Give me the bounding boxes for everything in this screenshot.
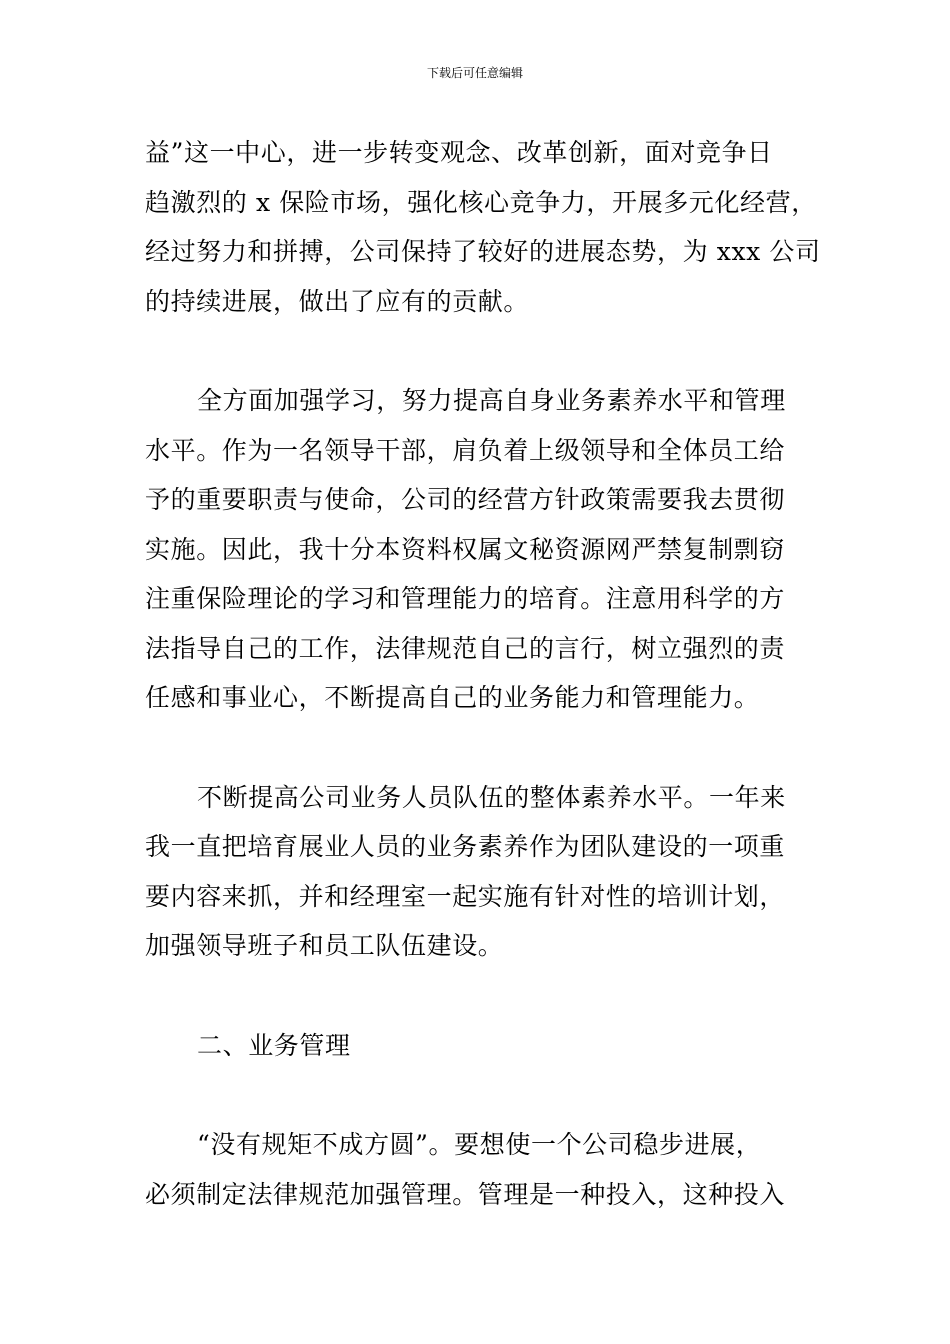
text-line: 法指导自己的工作，法律规范自己的言行，树立强烈的责 xyxy=(145,633,786,663)
text-line: 全方面加强学习，努力提高自身业务素养水平和管理 xyxy=(197,386,786,415)
section-heading xyxy=(145,1021,810,1071)
text-line: 益”这一中心，进一步转变观念、改革创新，面对竞争日 xyxy=(145,138,773,167)
text-line: 经过努力和拼搏，公司保持了较好的进展态势，为 xxx 公司 xyxy=(145,237,821,266)
text-line: 加强领导班子和员工队伍建设。 xyxy=(145,931,504,960)
paragraph-learning xyxy=(145,376,810,723)
text-line: “没有规矩不成方圆”。要想使一个公司稳步进展， xyxy=(197,1130,762,1159)
paragraph-team xyxy=(145,773,810,971)
document-body xyxy=(145,128,821,1219)
paragraph-management xyxy=(145,1120,810,1219)
text-line: 要内容来抓，并和经理室一起实施有针对性的培训计划， xyxy=(145,881,786,911)
text-line: 的持续进展，做出了应有的贡献。 xyxy=(145,286,530,316)
text-line: 不断提高公司业务人员队伍的整体素养水平。一年来 xyxy=(197,782,786,812)
text-line: 水平。作为一名领导干部，肩负着上级领导和全体员工给 xyxy=(145,435,786,465)
text-line: 注重保险理论的学习和管理能力的培育。注意用科学的方 xyxy=(145,584,786,613)
text-line: 实施。因此，我十分本资料权属文秘资源网严禁复制剽窃 xyxy=(145,534,786,564)
text-line: 必须制定法律规范加强管理。管理是一种投入，这种投入 xyxy=(145,1179,786,1209)
paragraph-mission xyxy=(145,128,821,326)
page-header: 下载后可任意编辑 xyxy=(426,66,523,80)
text-line: 予的重要职责与使命，公司的经营方针政策需要我去贯彻 xyxy=(145,485,786,514)
text-line: 我一直把培育展业人员的业务素养作为团队建设的一项重 xyxy=(145,832,786,861)
heading-line: 二、业务管理 xyxy=(197,1030,351,1060)
text-line: 趋激烈的 x 保险市场，强化核心竞争力，开展多元化经营， xyxy=(145,187,817,217)
text-line: 任感和事业心，不断提高自己的业务能力和管理能力。 xyxy=(145,683,760,712)
